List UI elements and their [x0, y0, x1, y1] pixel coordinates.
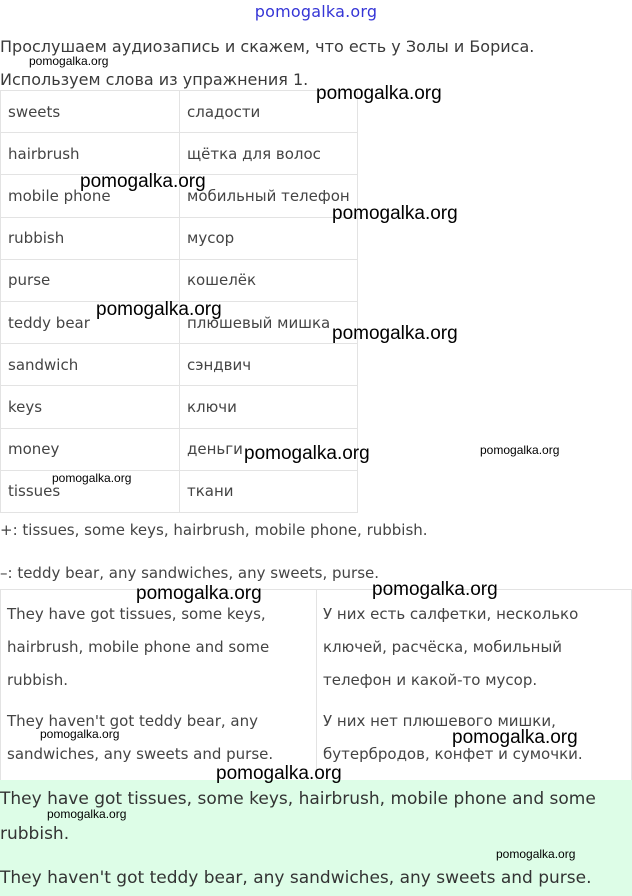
word-ru: плюшевый мишка — [180, 301, 358, 343]
watermark: pomogalka.org — [244, 443, 370, 464]
watermark: pomogalka.org — [216, 763, 342, 784]
sentence-ru-2: У них нет плюшевого мишки, бутербродов, конфет и сумочки. — [323, 712, 583, 763]
watermark: pomogalka.org — [96, 299, 222, 320]
answer-block — [0, 780, 632, 896]
table-row — [1, 217, 358, 259]
word-en: teddy bear — [1, 301, 180, 343]
sentences-ru — [317, 590, 632, 788]
word-ru: щётка для волос — [180, 133, 358, 175]
intro-text: Прослушаем аудиозапись и скажем, что есть у Золы и Бориса. Используем слова из упражнения 1. — [0, 37, 535, 89]
answer-line-1: They have got tissues, some keys, hairbrush, mobile phone and some rubbish. — [0, 789, 596, 844]
word-en: money — [1, 428, 180, 470]
sentences-en — [1, 590, 317, 788]
word-en: sweets — [1, 91, 180, 133]
watermark: pomogalka.org — [80, 171, 206, 192]
word-en: mobile phone — [1, 175, 180, 217]
watermark: pomogalka.org — [40, 727, 120, 741]
plus-line: +: tissues, some keys, hairbrush, mobile phone, rubbish. — [0, 521, 428, 539]
watermark: pomogalka.org — [332, 323, 458, 344]
answer-line-2: They haven't got teddy bear, any sandwiches, any sweets and purse. — [0, 868, 592, 888]
word-en: keys — [1, 386, 180, 428]
sentence-ru-1: У них есть салфетки, несколько ключей, расчёска, мобильный телефон и какой-то мусор. — [323, 605, 579, 689]
site-title[interactable]: pomogalka.org — [254, 2, 378, 21]
word-ru: кошелёк — [180, 259, 358, 301]
table-row — [1, 91, 358, 133]
word-en: sandwich — [1, 344, 180, 386]
sentence-en-2: They haven't got teddy bear, any sandwiches, any sweets and purse. — [7, 712, 274, 763]
sentences-table — [0, 589, 632, 788]
table-row — [1, 344, 358, 386]
word-en: tissues — [1, 470, 180, 512]
word-ru: ключи — [180, 386, 358, 428]
minus-line: –: teddy bear, any sandwiches, any sweets, purse. — [0, 564, 380, 582]
table-row — [1, 259, 358, 301]
word-ru: мусор — [180, 217, 358, 259]
word-en: purse — [1, 259, 180, 301]
word-ru: сэндвич — [180, 344, 358, 386]
watermark: pomogalka.org — [52, 471, 132, 485]
watermark: pomogalka.org — [47, 807, 127, 821]
watermark: pomogalka.org — [29, 54, 109, 68]
word-en: rubbish — [1, 217, 180, 259]
table-row — [1, 133, 358, 175]
word-ru: ткани — [180, 470, 358, 512]
watermark: pomogalka.org — [452, 727, 578, 748]
table-row — [1, 386, 358, 428]
word-ru: сладости — [180, 91, 358, 133]
watermark: pomogalka.org — [372, 579, 498, 600]
table-row — [1, 590, 632, 788]
watermark: pomogalka.org — [316, 83, 442, 104]
word-en: hairbrush — [1, 133, 180, 175]
sentence-en-1: They have got tissues, some keys, hairbrush, mobile phone and some rubbish. — [7, 605, 270, 689]
watermark: pomogalka.org — [332, 203, 458, 224]
word-ru: мобильный телефон — [180, 175, 358, 217]
watermark: pomogalka.org — [496, 847, 576, 861]
word-ru: деньги — [180, 428, 358, 470]
watermark: pomogalka.org — [480, 443, 560, 457]
watermark: pomogalka.org — [136, 583, 262, 604]
